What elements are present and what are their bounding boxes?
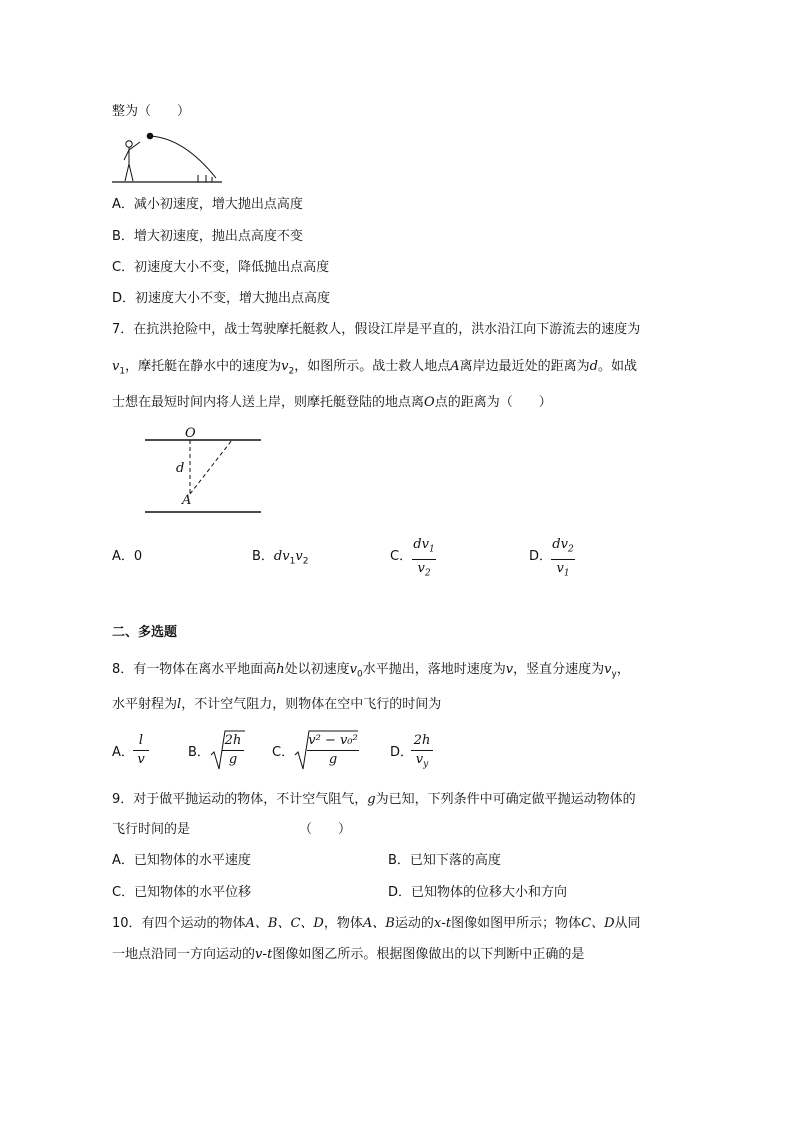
q9-option-d: D．已知物体的位移大小和方向: [388, 885, 568, 900]
q8-option-b-label: B．: [188, 745, 210, 760]
q8-option-b-fraction: 2h g: [222, 733, 244, 768]
q6-figure-throw: [112, 128, 224, 184]
q6-option-b: B．增大初速度，抛出点高度不变: [112, 229, 303, 244]
q8-option-a-fraction: l v: [133, 733, 149, 768]
q7-line-1: 7．在抗洪抢险中，战士驾驶摩托艇救人，假设江岸是平直的，洪水沿江向下游流去的速度为: [112, 322, 641, 337]
q6-option-d: D．初速度大小不变，增大抛出点高度: [112, 291, 331, 306]
q8-option-d-fraction: 2h $v_y$: [411, 733, 433, 773]
q8-option-d-label: D．: [390, 745, 414, 760]
q9-option-b: B．已知下落的高度: [388, 853, 501, 868]
q6-option-a: A．减小初速度，增大抛出点高度: [112, 197, 303, 212]
q7-option-d-label: D．: [529, 549, 553, 564]
q9-answer-paren: （ ）: [299, 822, 352, 837]
q10-line-2: 一地点沿同一方向运动的v-t图像如图乙所示。根据图像做出的以下判断中正确的是: [112, 947, 585, 962]
fig-label-A: A: [182, 493, 192, 508]
q7-option-d-fraction: $dv_2$ $v_1$: [552, 537, 574, 579]
section-title-multiple-choice: 二、多选题: [112, 625, 178, 640]
q8-line-1: 8．有一物体在离水平地面高h处以初速度$v_0$水平抛出，落地时速度为v，竖直分速度为$v_y$，: [112, 662, 630, 680]
fig-label-O: O: [185, 426, 196, 441]
q7-option-c-label: C．: [390, 549, 413, 564]
q9-option-a: A．已知物体的水平速度: [112, 853, 251, 868]
q7-line-2: $v_1$，摩托艇在静水中的速度为$v_2$，如图所示。战士救人地点A离岸边最近处的距离为d。如战: [112, 359, 637, 377]
q6-option-c: C．初速度大小不变，降低抛出点高度: [112, 260, 330, 275]
q8-line-2: 水平射程为l，不计空气阻力，则物体在空中飞行的时间为: [112, 697, 442, 712]
q9-line-2: 飞行时间的是: [112, 822, 191, 837]
q6-tail: 整为（ ）: [112, 104, 191, 119]
q8-option-c-label: C．: [272, 745, 295, 760]
q7-option-a: A．0: [112, 549, 143, 564]
fig-label-d: d: [176, 461, 185, 476]
q8-option-a-label: A．: [112, 745, 134, 760]
q7-option-c-fraction: $dv_1$ $v_2$: [413, 537, 435, 579]
q9-line-1: 9．对于做平抛运动的物体，不计空气阻气，g为已知，下列条件中可确定做平抛运动物体的: [112, 792, 636, 807]
q10-line-1: 10．有四个运动的物体A、B、C、D，物体A、B运动的x-t图像如图甲所示；物体C、D从同: [112, 916, 641, 931]
q7-option-b: B．$dv_1v_2$: [252, 549, 309, 567]
q9-option-c: C．已知物体的水平位移: [112, 885, 252, 900]
q7-line-3: 士想在最短时间内将人送上岸，则摩托艇登陆的地点离O点的距离为（ ）: [112, 395, 552, 410]
q7-figure-river: [140, 420, 265, 516]
q8-option-c-fraction: v² − v₀² g: [308, 733, 358, 767]
